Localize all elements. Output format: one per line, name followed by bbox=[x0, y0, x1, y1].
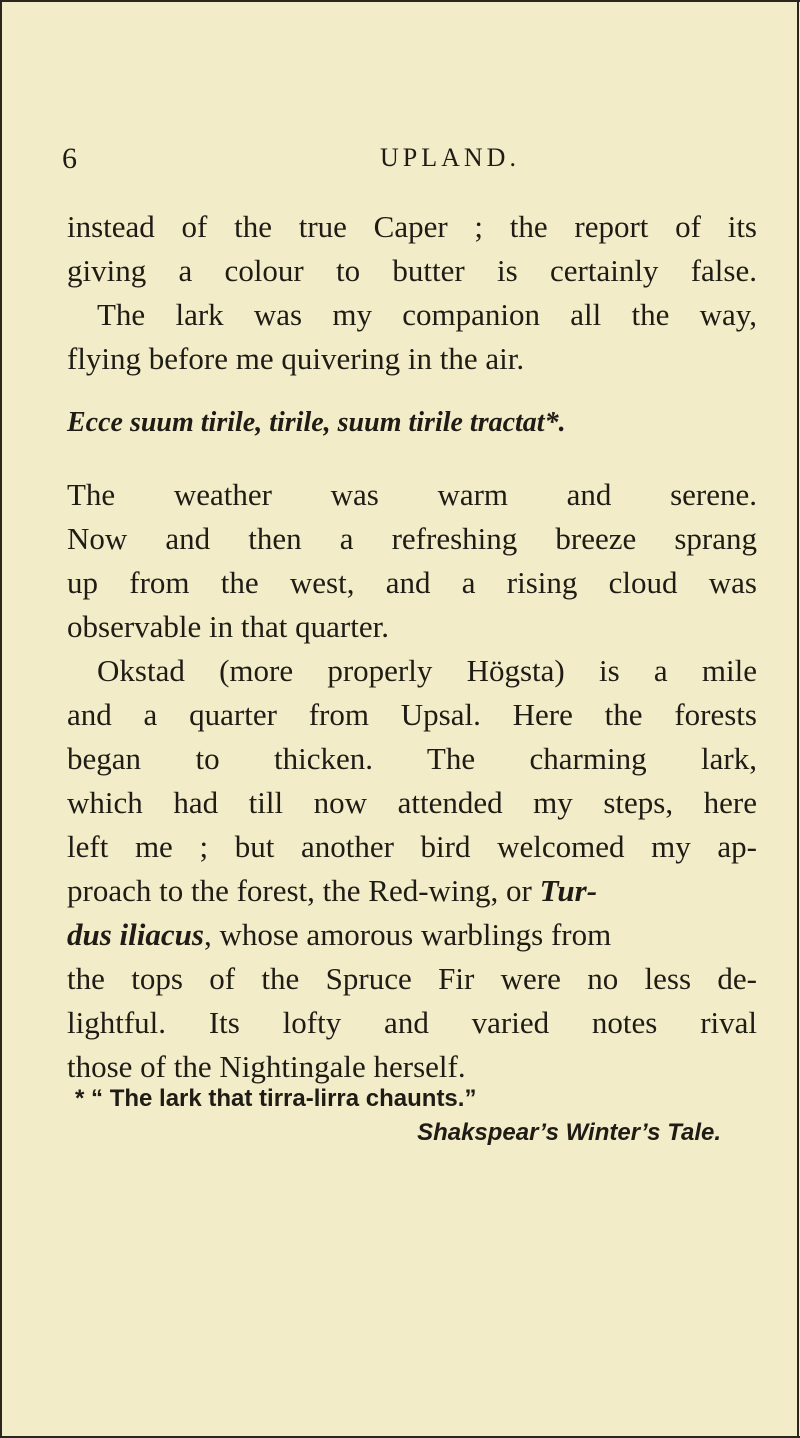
text-line: left me ; but another bird welcomed my ap- bbox=[67, 829, 757, 864]
latin-quote: Ecce suum tirile, tirile, suum tirile tractat*. bbox=[67, 407, 566, 438]
text-segment: , whose amorous warblings from bbox=[203, 917, 612, 952]
species-name-part: Tur- bbox=[539, 873, 598, 908]
footnote-source: Shakspear’s Winter’s Tale. bbox=[417, 1119, 721, 1146]
text-line: began to thicken. The charming lark, bbox=[67, 741, 757, 776]
footnote-text: The lark that tirra-lirra chaunts.” bbox=[109, 1085, 477, 1112]
text-line: observable in that quarter. bbox=[67, 609, 389, 644]
text-line: lightful. Its lofty and varied notes rival bbox=[67, 1005, 757, 1040]
text-segment: proach to the forest, the Red-wing, or bbox=[67, 873, 540, 908]
text-line: instead of the true Caper ; the report of its bbox=[67, 209, 757, 244]
running-head: UPLAND. bbox=[380, 143, 520, 172]
text-line-turdus bbox=[67, 869, 757, 913]
species-name-part: dus iliacus bbox=[67, 917, 204, 952]
footnote-marker: * “ bbox=[75, 1085, 104, 1112]
body-text bbox=[67, 205, 757, 1089]
text-line: up from the west, and a rising cloud was bbox=[67, 565, 757, 600]
text-line: Now and then a refreshing breeze sprang bbox=[67, 521, 757, 556]
text-line-iliacus bbox=[67, 913, 757, 957]
page-header bbox=[0, 142, 800, 192]
footnote bbox=[75, 1082, 755, 1150]
text-line: flying before me quivering in the air. bbox=[67, 341, 525, 376]
text-line: The weather was warm and serene. bbox=[67, 477, 757, 512]
page-number: 6 bbox=[62, 142, 77, 175]
text-line: The lark was my companion all the way, bbox=[97, 297, 757, 332]
text-line: and a quarter from Upsal. Here the forests bbox=[67, 697, 757, 732]
text-line: the tops of the Spruce Fir were no less de- bbox=[67, 961, 757, 996]
text-line: which had till now attended my steps, here bbox=[67, 785, 757, 820]
text-line: those of the Nightingale herself. bbox=[67, 1049, 466, 1084]
text-line: giving a colour to butter is certainly false. bbox=[67, 253, 757, 288]
text-line: Okstad (more properly Högsta) is a mile bbox=[97, 653, 757, 688]
